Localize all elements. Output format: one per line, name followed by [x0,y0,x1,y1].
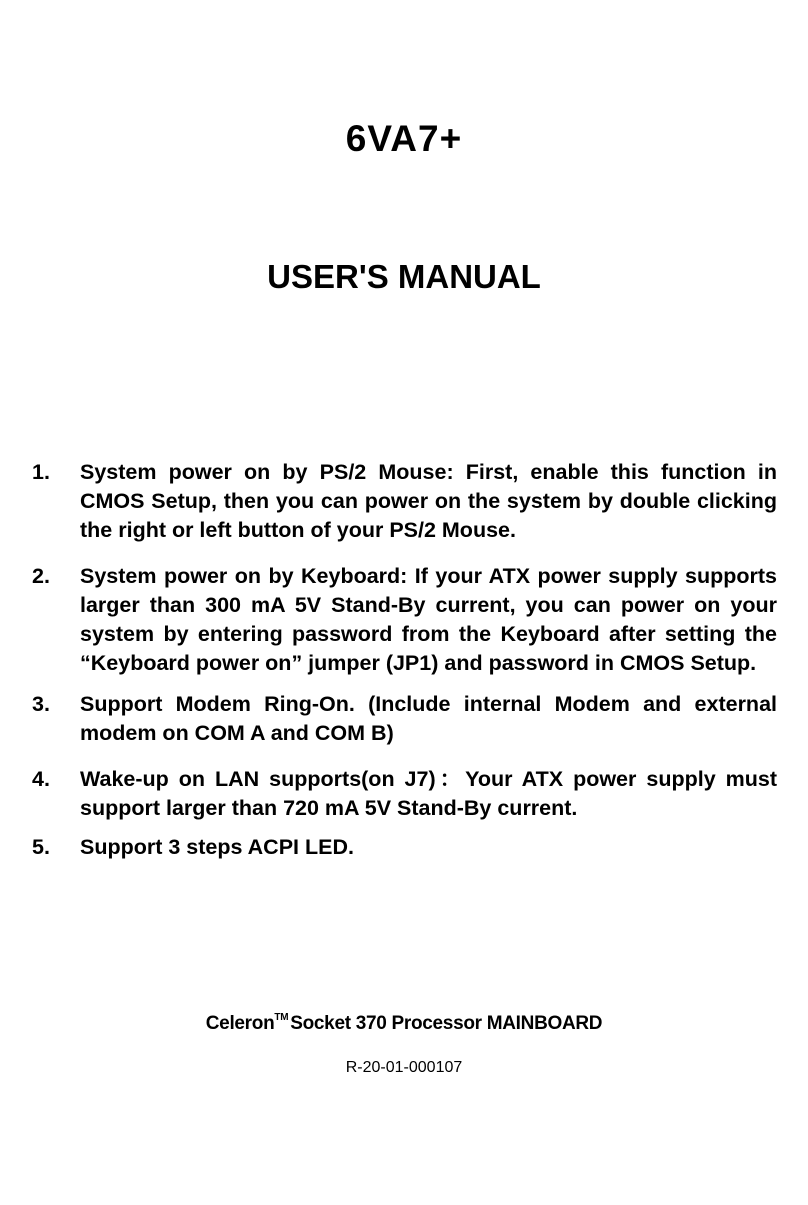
feature-number: 3. [32,692,50,716]
feature-item [32,562,777,678]
feature-text: Wake-up on LAN supports(on J7)：Your ATX power supply must support larger than 720 mA 5V Stand-By current. [80,767,777,820]
manual-title: USER'S MANUAL [267,258,541,295]
feature-number: 1. [32,460,50,484]
feature-item [32,833,777,862]
feature-item [32,690,777,748]
document-number: R-20-01-000107 [345,1059,463,1076]
feature-number: 5. [32,835,50,859]
board-description [0,1012,808,1035]
processor-name: Celeron [205,1013,275,1034]
feature-text: System power on by Keyboard: If your ATX power supply supports larger than 300 mA 5V Stand-By current, you can power on your system by entering password from the Keyboard after setting the “Keyboard power on” jumper (JP1) and password in CMOS Setup. [80,564,777,675]
feature-item [32,458,777,545]
feature-text: System power on by PS/2 Mouse: First, enable this function in CMOS Setup, then you can power on the system by double clicking the right or left button of your PS/2 Mouse. [80,460,777,542]
feature-number: 2. [32,564,50,588]
feature-number: 4. [32,767,50,791]
feature-item [32,765,777,823]
feature-text: Support Modem Ring-On. (Include internal Modem and external modem on COM A and COM B) [80,692,777,745]
model-title: 6VA7+ [345,118,463,159]
trademark-mark: TM [274,1012,289,1023]
feature-list [32,458,777,862]
feature-text: Support 3 steps ACPI LED. [80,835,354,859]
board-type: Socket 370 Processor MAINBOARD [290,1013,603,1034]
